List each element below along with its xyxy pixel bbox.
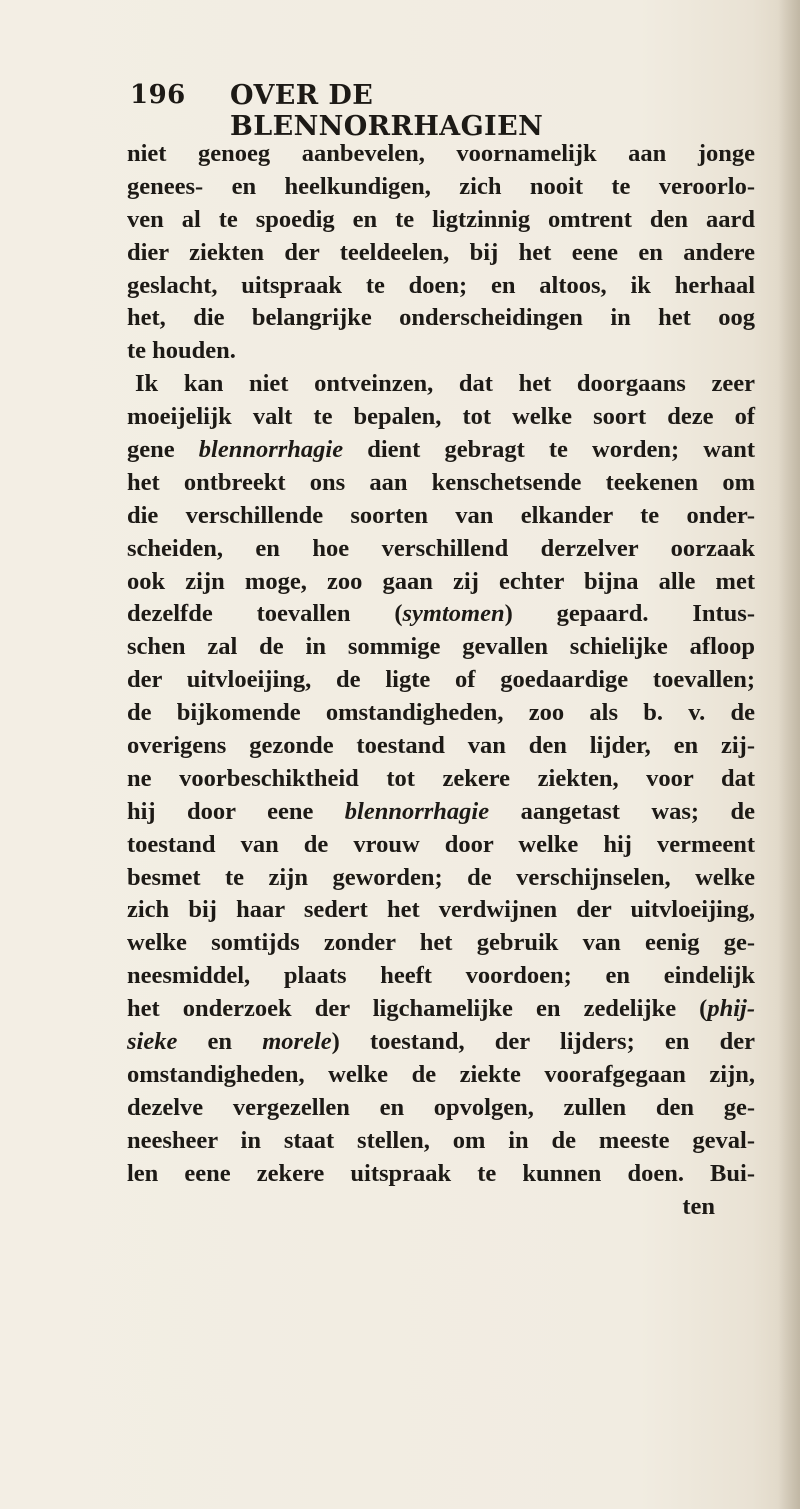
text-segment: het, die belangrijke onderscheidingen in het oog — [127, 304, 755, 332]
text-line — [127, 1191, 755, 1224]
text-line — [127, 927, 755, 960]
text-line — [127, 960, 755, 993]
text-segment: geslacht, uitspraak te doen; en altoos, ik herhaal — [127, 271, 755, 299]
text-segment: die verschillende soorten van elkander te onder- — [127, 501, 755, 529]
text-line — [127, 664, 755, 697]
text-segment: ) gepaard. Intus- — [504, 600, 755, 628]
text-line — [127, 467, 755, 500]
page-header — [130, 80, 690, 142]
text-segment: te houden. — [127, 337, 236, 365]
text-segment: ) toestand, der lijders; en der — [331, 1028, 755, 1056]
text-segment: ten — [682, 1192, 715, 1220]
text-segment: en — [177, 1028, 263, 1056]
text-line — [127, 1125, 755, 1158]
text-line — [127, 796, 755, 829]
text-line — [127, 763, 755, 796]
text-line — [127, 598, 755, 631]
text-line — [127, 862, 755, 895]
text-segment: gene — [127, 436, 199, 464]
page-number: 196 — [130, 80, 186, 110]
text-segment: welke somtijds zonder het gebruik van eenig ge- — [127, 929, 755, 957]
text-segment: ven al te spoedig en te ligtzinnig omtrent den aard — [127, 205, 755, 233]
text-segment: het ontbreekt ons aan kenschetsende teekenen om — [127, 468, 755, 496]
text-segment: overigens gezonde toestand van den lijder, en zij- — [127, 732, 755, 760]
text-line — [127, 1158, 755, 1191]
text-line — [127, 894, 755, 927]
text-line — [127, 302, 755, 335]
text-segment: zich bij haar sedert het verdwijnen der uitvloeijing, — [127, 896, 755, 924]
text-segment: genees- en heelkundigen, zich nooit te veroorlo- — [127, 172, 755, 200]
text-segment: neesmiddel, plaats heeft voordoen; en eindelijk — [127, 962, 755, 990]
italic-term: blennorrhagie — [198, 436, 344, 464]
text-line — [127, 270, 755, 303]
text-segment: aangetast was; de — [489, 797, 755, 825]
text-segment: dezelve vergezellen en opvolgen, zullen den ge- — [127, 1093, 755, 1121]
text-segment: de bijkomende omstandigheden, zoo als b. v. de — [127, 699, 755, 727]
text-line — [127, 1092, 755, 1125]
text-segment: niet genoeg aanbevelen, voornamelijk aan jonge — [127, 140, 755, 167]
text-segment: Ik kan niet ontveinzen, dat het doorgaans zeer — [135, 370, 755, 398]
text-segment: dezelfde toevallen ( — [127, 600, 403, 628]
text-line — [127, 730, 755, 763]
text-line — [127, 533, 755, 566]
text-line — [127, 1059, 755, 1092]
text-segment: schen zal de in sommige gevallen schielijke afloop — [127, 633, 755, 661]
text-segment: scheiden, en hoe verschillend derzelver oorzaak — [127, 534, 755, 562]
text-line — [127, 204, 755, 237]
text-segment: ne voorbeschiktheid tot zekere ziekten, voor dat — [127, 764, 755, 792]
text-segment: toestand van de vrouw door welke hij vermeent — [127, 830, 755, 858]
italic-term: sieke — [127, 1028, 178, 1056]
text-segment: besmet te zijn geworden; de verschijnselen, welke — [127, 863, 755, 891]
text-segment: dient gebragt te worden; want — [343, 436, 755, 464]
italic-term: symtomen — [402, 600, 505, 628]
text-line — [127, 1026, 755, 1059]
text-segment: neesheer in staat stellen, om in de meeste geval- — [127, 1126, 755, 1154]
text-line — [127, 368, 755, 401]
text-segment: moeijelijk valt te bepalen, tot welke soort deze of — [127, 403, 755, 431]
text-line — [127, 434, 755, 467]
text-segment: ook zijn moge, zoo gaan zij echter bijna alle met — [127, 567, 755, 595]
text-line — [127, 566, 755, 599]
text-segment: omstandigheden, welke de ziekte voorafgegaan zijn, — [127, 1060, 755, 1088]
text-line — [127, 401, 755, 434]
text-line — [127, 500, 755, 533]
italic-term: phij- — [707, 995, 755, 1023]
text-segment: het onderzoek der ligchamelijke en zedelijke ( — [127, 995, 708, 1023]
text-line — [127, 171, 755, 204]
text-segment: dier ziekten der teeldeelen, bij het eene en andere — [127, 238, 755, 266]
italic-term: blennorrhagie — [344, 797, 490, 825]
body-text — [127, 138, 755, 1223]
text-line — [127, 138, 755, 171]
text-line — [127, 237, 755, 270]
running-head: OVER DE BLENNORRHAGIEN — [230, 80, 544, 142]
page-edge-shadow — [778, 0, 800, 1509]
text-segment: hij door eene — [127, 797, 345, 825]
text-line — [127, 631, 755, 664]
text-line — [127, 697, 755, 730]
text-line — [127, 993, 755, 1026]
text-segment: der uitvloeijing, de ligte of goedaardige toevallen; — [127, 666, 755, 694]
text-line — [127, 829, 755, 862]
text-segment: len eene zekere uitspraak te kunnen doen. Bui- — [127, 1159, 755, 1187]
text-line — [127, 335, 755, 368]
italic-term: morele — [262, 1028, 332, 1056]
